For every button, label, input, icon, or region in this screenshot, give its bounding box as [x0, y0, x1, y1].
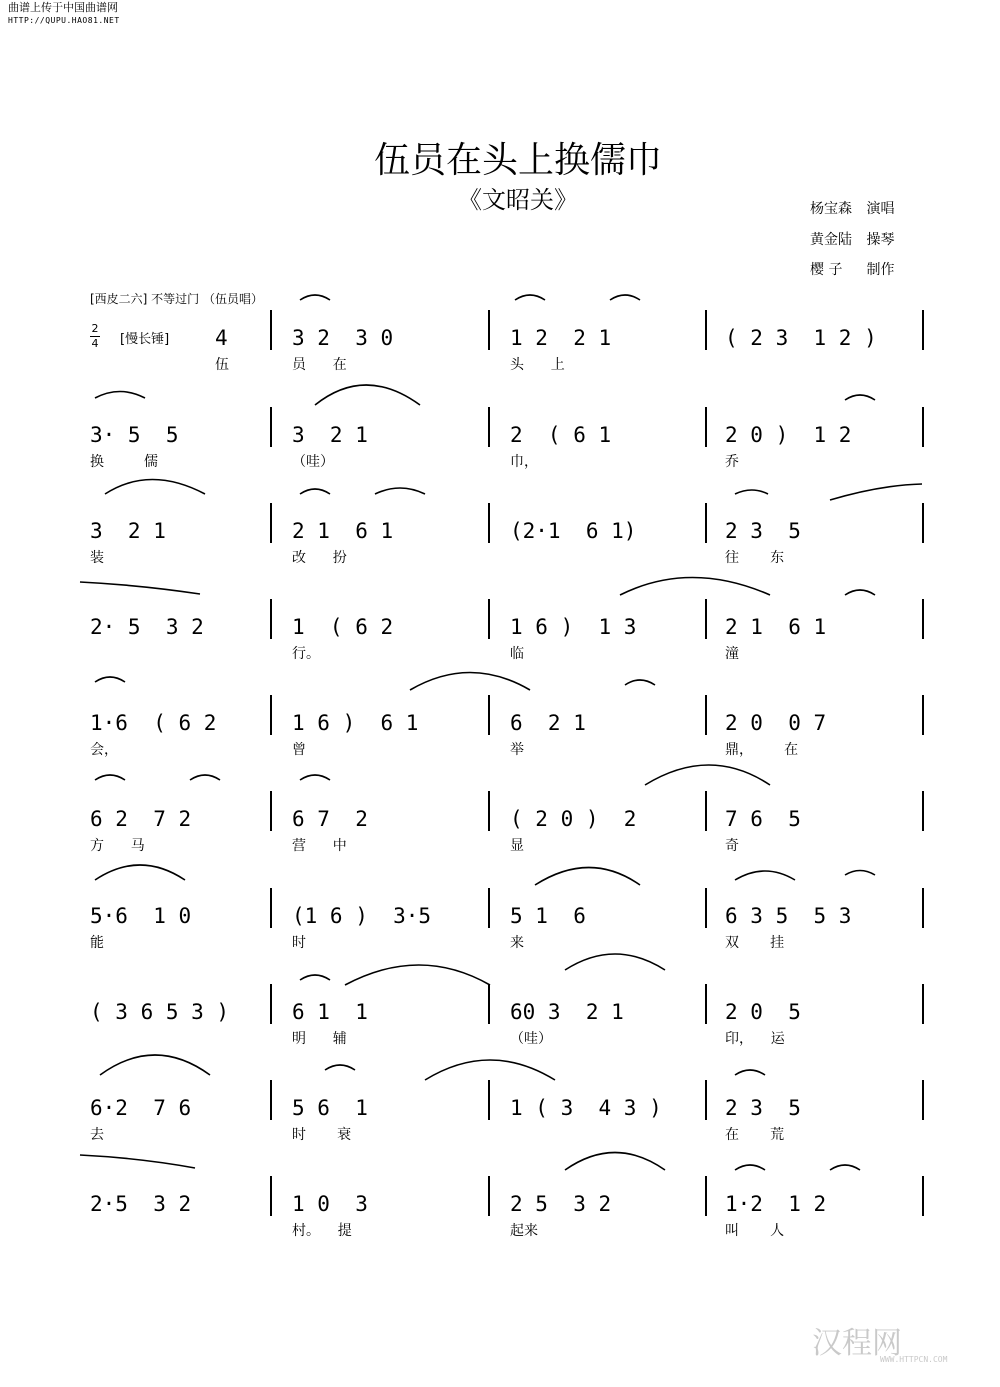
- score-row: [0, 326, 1000, 422]
- measure-lyrics: 去: [90, 1127, 104, 1143]
- slur: [300, 295, 330, 300]
- bar-line: [922, 984, 924, 1024]
- bar-line: [270, 791, 272, 831]
- measure-notes: 3 2 1: [292, 423, 368, 447]
- bar-line: [488, 1176, 490, 1216]
- measure-lyrics: 明 辅: [292, 1031, 347, 1047]
- bar-line: [705, 310, 707, 350]
- credit-role: 演唱: [866, 201, 895, 217]
- measure-notes: 2 1 6 1: [292, 519, 394, 543]
- intro-instruction: [西皮二六] 不等过门 （伍员唱）: [90, 292, 263, 306]
- measure-notes: 3 2 1: [90, 519, 166, 543]
- credit-role: 操琴: [866, 232, 895, 248]
- bar-line: [705, 695, 707, 735]
- measure-lyrics: 双 挂: [725, 935, 785, 951]
- measure-lyrics: 村。 提: [292, 1223, 352, 1239]
- bar-line: [270, 888, 272, 928]
- measure-notes: 1·6 ( 6 2: [90, 711, 217, 735]
- measure-lyrics: 伍: [215, 357, 229, 373]
- score-row: [0, 1000, 1000, 1096]
- measure-lyrics: （哇）: [292, 454, 334, 470]
- bar-line: [488, 407, 490, 447]
- measure-notes: 1·2 1 2: [725, 1192, 827, 1216]
- measure-notes: 60 3 2 1: [510, 1000, 624, 1024]
- measure-notes: 3· 5 5: [90, 423, 179, 447]
- measure-lyrics: 方 马: [90, 838, 145, 854]
- measure-lyrics: 举: [510, 742, 524, 758]
- bar-line: [922, 695, 924, 735]
- measure-lyrics: 叫 人: [725, 1223, 785, 1239]
- credit-role: 制作: [866, 262, 895, 278]
- measure-lyrics: 在 荒: [725, 1127, 785, 1143]
- slur: [515, 295, 545, 300]
- measure-lyrics: 营 中: [292, 838, 347, 854]
- measure-lyrics: 头 上: [510, 357, 565, 373]
- measure-notes: 6 1 1: [292, 1000, 368, 1024]
- measure-lyrics: 鼎， 在: [725, 742, 799, 758]
- measure-lyrics: 时: [292, 935, 306, 951]
- bar-line: [270, 695, 272, 735]
- measure-lyrics: 改 扮: [292, 550, 347, 566]
- measure-notes: 2 ( 6 1: [510, 423, 612, 447]
- measure-notes: 5 6 1: [292, 1096, 368, 1120]
- measure-notes: 1 6 ) 1 3: [510, 615, 637, 639]
- score-row: [0, 807, 1000, 903]
- score-row: [0, 1096, 1000, 1192]
- bar-line: [922, 888, 924, 928]
- measure-lyrics: 印， 运: [725, 1031, 785, 1047]
- bar-line: [922, 310, 924, 350]
- measure-notes: ( 2 0 ) 2: [510, 807, 637, 831]
- measure-lyrics: 乔: [725, 454, 739, 470]
- measure-notes: 6·2 7 6: [90, 1096, 192, 1120]
- measure-notes: 2·5 3 2: [90, 1192, 192, 1216]
- measure-lyrics: 巾，: [510, 454, 538, 470]
- measure-notes: 1 ( 3 4 3 ): [510, 1096, 662, 1120]
- measure-lyrics: （哇）: [510, 1031, 552, 1047]
- measure-notes: 1 2 2 1: [510, 326, 612, 350]
- measure-notes: 5·6 1 0: [90, 904, 192, 928]
- tempo-marking: [慢长锤]: [120, 332, 170, 347]
- bar-line: [922, 791, 924, 831]
- site-header-text: 曲谱上传于中国曲谱网: [8, 1, 118, 14]
- bar-line: [270, 1080, 272, 1120]
- measure-notes: 2 0 5: [725, 1000, 801, 1024]
- site-url: HTTP://QUPU.HAO81.NET: [8, 16, 120, 25]
- measure-notes: 1 0 3: [292, 1192, 368, 1216]
- bar-line: [705, 503, 707, 543]
- measure-notes: ( 2 3 1 2 ): [725, 326, 877, 350]
- measure-notes: 2 0 ) 1 2: [725, 423, 852, 447]
- measure-lyrics: 员 在: [292, 357, 347, 373]
- measure-notes: (1 6 ) 3·5: [292, 904, 432, 928]
- measure-lyrics: 曾: [292, 742, 306, 758]
- bar-line: [922, 1080, 924, 1120]
- measure-notes: 5 1 6: [510, 904, 586, 928]
- measure-notes: 2 3 5: [725, 519, 801, 543]
- credit-accompanist: [810, 229, 918, 249]
- measure-notes: 6 7 2: [292, 807, 368, 831]
- time-signature-top: 2: [91, 322, 99, 335]
- bar-line: [488, 984, 490, 1024]
- measure-notes: 6 2 1: [510, 711, 586, 735]
- bar-line: [922, 1176, 924, 1216]
- bar-line: [705, 791, 707, 831]
- bar-line: [705, 599, 707, 639]
- measure-lyrics: 来: [510, 935, 524, 951]
- bar-line: [488, 791, 490, 831]
- credit-name: 杨宝森: [810, 201, 852, 217]
- slur: [610, 295, 640, 300]
- measure-notes: ( 3 6 5 3 ): [90, 1000, 230, 1024]
- measure-lyrics: 装: [90, 550, 104, 566]
- measure-notes: 2· 5 3 2: [90, 615, 204, 639]
- score-row: [0, 904, 1000, 1000]
- bar-line: [270, 503, 272, 543]
- bar-line: [922, 407, 924, 447]
- measure-notes: 1 ( 6 2: [292, 615, 394, 639]
- bar-line: [488, 503, 490, 543]
- score-row: [0, 1192, 1000, 1288]
- measure-lyrics: 潼: [725, 646, 739, 662]
- measure-lyrics: 奇: [725, 838, 739, 854]
- measure-lyrics: 换 儒: [90, 454, 159, 470]
- measure-notes: 7 6 5: [725, 807, 801, 831]
- bar-line: [488, 599, 490, 639]
- score-row: [0, 615, 1000, 711]
- bar-line: [705, 888, 707, 928]
- bar-line: [488, 1080, 490, 1120]
- bar-line: [705, 407, 707, 447]
- bar-line: [488, 888, 490, 928]
- bar-line: [270, 310, 272, 350]
- measure-lyrics: 显: [510, 838, 524, 854]
- bar-line: [270, 1176, 272, 1216]
- bar-line: [270, 599, 272, 639]
- page-title: 伍员在头上换儒巾: [373, 140, 662, 181]
- score-row: [0, 519, 1000, 615]
- measure-notes: 2 0 0 7: [725, 711, 827, 735]
- measure-lyrics: 会，: [90, 742, 118, 758]
- bar-line: [488, 695, 490, 735]
- measure-lyrics: 时 衰: [292, 1127, 352, 1143]
- measure-lyrics: 临: [510, 646, 524, 662]
- measure-notes: 2 3 5: [725, 1096, 801, 1120]
- measure-notes: (2·1 6 1): [510, 519, 637, 543]
- score-row: [0, 711, 1000, 807]
- measure-notes: 2 5 3 2: [510, 1192, 612, 1216]
- watermark-url: WWW.HTTPCN.COM: [880, 1355, 948, 1364]
- bar-line: [270, 407, 272, 447]
- bar-line: [922, 503, 924, 543]
- measure-notes: 2 1 6 1: [725, 615, 827, 639]
- measure-notes: 3 2 3 0: [292, 326, 394, 350]
- bar-line: [705, 984, 707, 1024]
- measure-lyrics: 能: [90, 935, 104, 951]
- bar-line: [488, 310, 490, 350]
- measure-notes: 6 2 7 2: [90, 807, 192, 831]
- credit-singer: [810, 198, 918, 218]
- bar-line: [922, 599, 924, 639]
- measure-notes: 6 3 5 5 3: [725, 904, 852, 928]
- time-signature-bottom: 4: [91, 337, 99, 350]
- score-row: [0, 423, 1000, 519]
- measure-lyrics: 起来: [510, 1223, 538, 1239]
- bar-line: [705, 1080, 707, 1120]
- measure-notes: 1 6 ) 6 1: [292, 711, 419, 735]
- bar-line: [705, 1176, 707, 1216]
- measure-lyrics: 往 东: [725, 550, 785, 566]
- measure-lyrics: 行。: [292, 646, 320, 662]
- page-subtitle: 《文昭关》: [458, 186, 578, 214]
- watermark-brand: 汉程网: [812, 1326, 902, 1361]
- credit-name: 黄金陆: [810, 232, 852, 248]
- credit-name: 樱 子: [810, 262, 843, 278]
- measure-notes: 4: [215, 326, 228, 350]
- credit-producer: [810, 259, 918, 279]
- bar-line: [270, 984, 272, 1024]
